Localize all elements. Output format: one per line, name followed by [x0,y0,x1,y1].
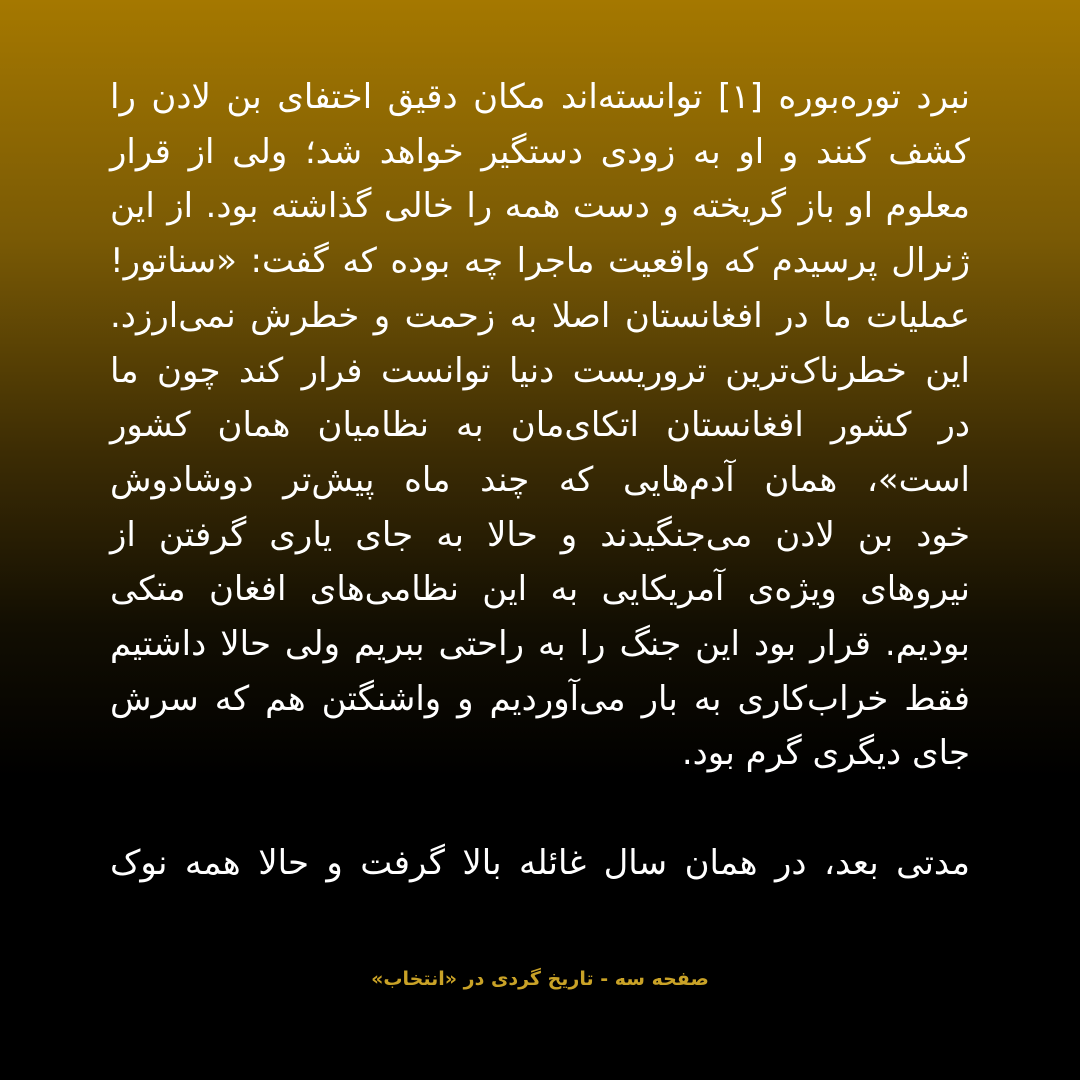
paragraph1-line-12: فقط خراب‌کاری به بار می‌آوردیم و واشنگتن هم که سرش [110,678,970,719]
paragraph1-line-10: نیروهای ویژه‌ی آمریکایی به این نظامی‌های افغان متکی [110,569,970,610]
paragraph1-line-5: عملیات ما در افغانستان اصلا به زحمت و خطرش نمی‌ارزد. [110,295,970,336]
paragraph1-line-9: خود بن لادن می‌جنگیدند و حالا به جای یاری گرفتن از [110,514,970,555]
paragraph1-line-2: کشف کنند و او به زودی دستگیر خواهد شد؛ ولی از قرار [110,131,970,172]
paragraph1-line-3: معلوم او باز گریخته و دست همه را خالی گذاشته بود. از این [110,186,970,227]
footer-caption: صفحه سه - تاریخ گردی در «انتخاب» [371,968,709,990]
paragraph-gap [110,781,970,836]
paragraph2-line-1: مدتی بعد، در همان سال غائله بالا گرفت و حالا همه نوک [110,842,970,883]
paragraph1-line-13: جای دیگری گرم بود. [681,733,970,774]
paragraph1-line-11: بودیم. قرار بود این جنگ را به راحتی ببریم ولی حالا داشتیم [110,624,970,665]
paragraph1-line-7: در کشور افغانستان اتکای‌مان به نظامیان همان کشور [110,405,970,446]
paragraph1-line-1: نبرد توره‌بوره [۱] توانسته‌اند مکان دقیق اختفای بن لادن را [110,77,970,117]
paragraph1-line-4: ژنرال پرسیدم که واقعیت ماجرا چه بوده که گفت: «سناتور! [110,241,970,282]
paragraph1-line-8: است»، همان آدم‌هایی که چند ماه پیش‌تر دوشادوش [110,459,970,500]
paragraph1-line-6: این خطرناک‌ترین تروریست دنیا توانست فرار کند چون ما [110,350,970,391]
article-body [110,70,970,891]
